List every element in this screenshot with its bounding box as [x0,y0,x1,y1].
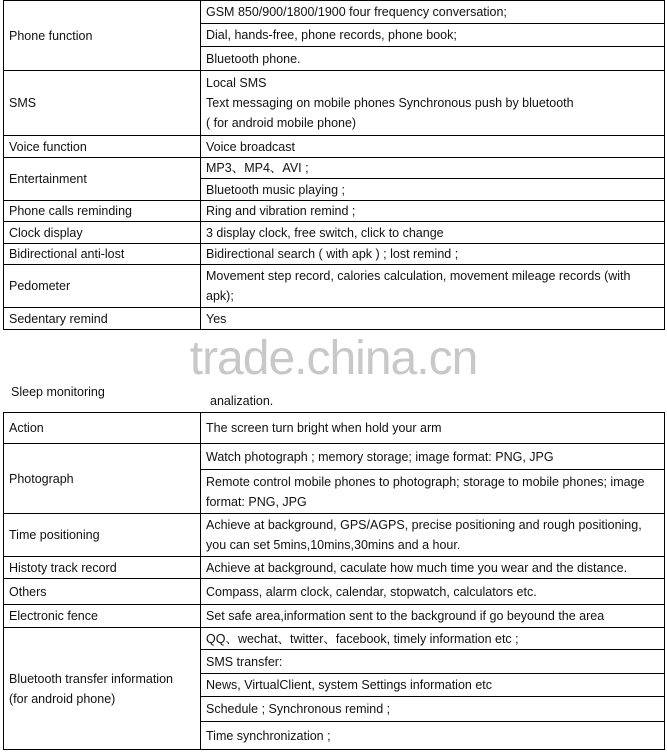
table-row [4,265,665,308]
row-value: The screen turn bright when hold your arm [201,413,665,444]
row-label: Photograph [4,444,201,514]
row-value: QQ、wechat、twitter、facebook, timely information etc ; [201,628,665,650]
row-label: Bluetooth transfer information (for android phone) [4,628,201,750]
table-row [4,557,665,579]
row-label: Sedentary remind [4,308,201,330]
row-label: Phone function [4,1,201,71]
row-value: ( for android mobile phone) [206,116,357,130]
row-value: Watch photograph ; memory storage; image format: PNG, JPG [201,444,665,470]
row-label: Clock display [4,222,201,244]
spec-table-top [3,0,665,330]
row-value: Time synchronization ; [201,722,665,750]
row-label: Pedometer [4,265,201,308]
row-value: Schedule ; Synchronous remind ; [201,697,665,722]
row-value: Set safe area,information sent to the background if go beyound the area [201,605,665,628]
row-label: Others [4,579,201,605]
table-row [4,1,665,24]
table-row [4,579,665,605]
row-label: Phone calls reminding [4,201,201,222]
table-row [4,413,665,444]
row-value: Text messaging on mobile phones Synchronous push by bluetooth [206,96,574,110]
row-value: GSM 850/900/1800/1900 four frequency conversation; [201,1,665,24]
row-value: Voice broadcast [201,136,665,158]
row-label: Entertainment [4,158,201,201]
row-value: Compass, alarm clock, calendar, stopwatch, calculators etc. [201,579,665,605]
row-label: Time positioning [4,514,201,557]
table-row [4,628,665,650]
row-label: Histoty track record [4,557,201,579]
table-row [4,605,665,628]
row-value: Achieve at background, caculate how much time you wear and the distance. [201,557,665,579]
sleep-monitoring-value: analization. [210,394,274,408]
row-value-group [201,71,665,136]
row-value: Local SMS [206,76,267,90]
sleep-monitoring-label: Sleep monitoring [11,385,105,399]
watermark-text: trade.china.cn [189,332,478,385]
table-row [4,71,665,136]
row-value: Dial, hands-free, phone records, phone book; [201,24,665,47]
table-row [4,201,665,222]
row-value: Bluetooth phone. [201,47,665,71]
table-row [4,444,665,470]
spec-table-bottom [3,412,665,750]
row-value: Bluetooth music playing ; [201,179,665,201]
row-value: Yes [201,308,665,330]
row-label: Electronic fence [4,605,201,628]
table-row [4,158,665,179]
row-value: Remote control mobile phones to photograph; storage to mobile phones; image format: PNG, JPG [201,470,665,514]
row-label: Action [4,413,201,444]
table-row [4,136,665,158]
row-label: Bidirectional anti-lost [4,244,201,265]
table-row [4,514,665,557]
row-value: MP3、MP4、AVI ; [201,158,665,179]
row-value: Ring and vibration remind ; [201,201,665,222]
row-value: News, VirtualClient, system Settings information etc [201,674,665,697]
row-label: Voice function [4,136,201,158]
row-value: SMS transfer: [201,650,665,674]
row-value: Achieve at background, GPS/AGPS, precise positioning and rough positioning, you can set 5mins,10mins,30mins and a hour. [201,514,665,557]
row-value: Bidirectional search ( with apk ) ; lost remind ; [201,244,665,265]
row-label: SMS [4,71,201,136]
table-row [4,308,665,330]
row-value: Movement step record, calories calculation, movement mileage records (with apk); [201,265,665,308]
row-value: 3 display clock, free switch, click to change [201,222,665,244]
table-row [4,244,665,265]
table-row [4,222,665,244]
